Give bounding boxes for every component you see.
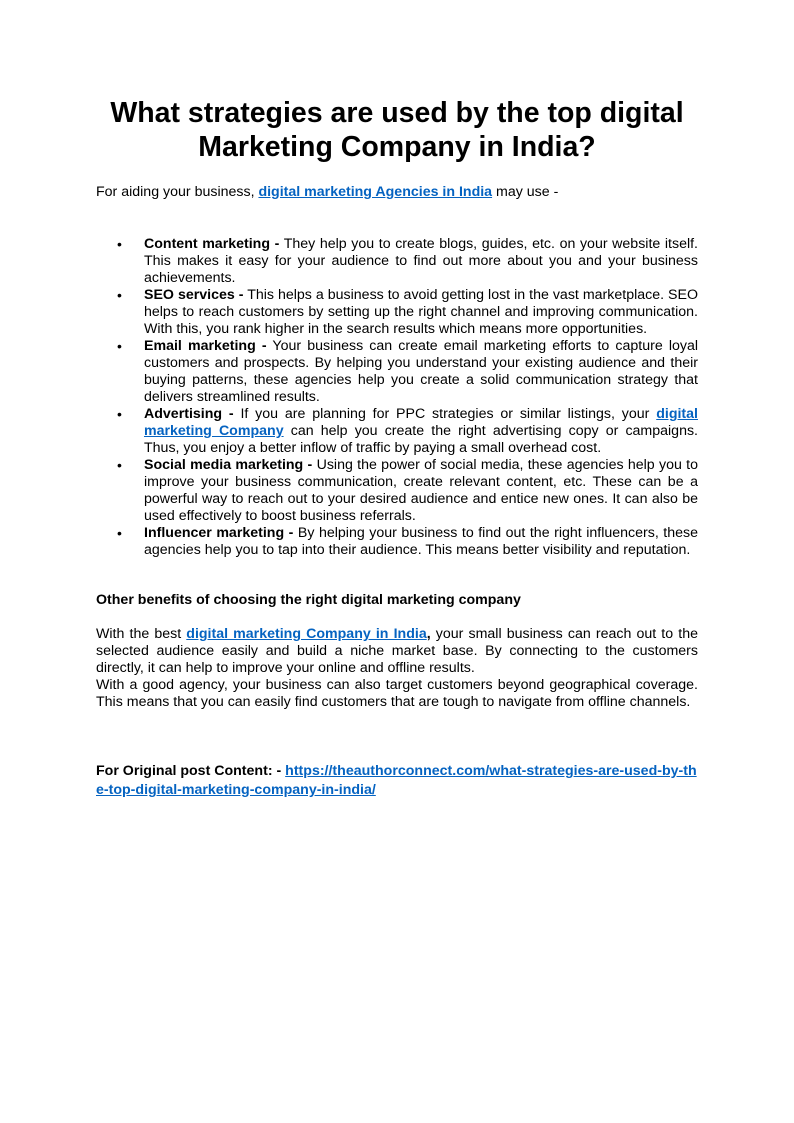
- item-lead: SEO services -: [144, 287, 244, 303]
- item-text: Using the power of social media, these agencies help you to improve your business communication, create relevant content, etc. These can be a powerful way to reach out to your desired audience and entice new ones. It can also be used effectively to boost business referrals.: [144, 457, 699, 524]
- title-line-2: Marketing Company in India?: [198, 131, 596, 163]
- source-url-link[interactable]: https://theauthorconnect.com/what-strategies-are-used-by-the-top-digital-marketing-company-in-india/: [96, 763, 697, 798]
- bullet-icon: •: [117, 338, 122, 354]
- document-page: [96, 96, 699, 798]
- list-item-content-marketing: [96, 236, 698, 287]
- bullet-icon: •: [117, 525, 122, 541]
- bullet-icon: •: [117, 287, 122, 303]
- intro-after: may use -: [492, 184, 559, 200]
- list-item-seo-services: [96, 287, 698, 338]
- list-item-social-media-marketing: [96, 457, 698, 525]
- item-lead: Influencer marketing -: [144, 525, 294, 541]
- list-item-email-marketing: [96, 338, 698, 406]
- para1-after: your small business can reach out to the selected audience easily and build a niche market base. By connecting to the customers directly, it can help to improve your online and offline results.: [96, 626, 698, 676]
- strategy-list: [96, 236, 698, 559]
- source-label: For Original post Content: -: [96, 763, 286, 779]
- bullet-icon: •: [117, 406, 122, 422]
- intro-paragraph: [96, 184, 698, 201]
- bullet-icon: •: [117, 457, 122, 473]
- item-lead: Advertising -: [144, 406, 234, 422]
- agencies-link[interactable]: digital marketing Agencies in India: [258, 184, 493, 200]
- item-text: This helps a business to avoid getting lost in the vast marketplace. SEO helps to reach customers by setting up the right channel and improving communication. With this, you rank higher in the search results which means more opportunities.: [144, 287, 699, 337]
- benefits-paragraph-1: [96, 626, 698, 677]
- para1-comma: ,: [426, 626, 431, 642]
- title-line-1: What strategies are used by the top digital: [110, 97, 684, 129]
- intro-before: For aiding your business,: [96, 184, 259, 200]
- company-in-india-link[interactable]: digital marketing Company in India: [186, 626, 427, 642]
- item-lead: Social media marketing -: [144, 457, 313, 473]
- item-text: Your business can create email marketing efforts to capture loyal customers and prospects. By helping you understand your existing audience and their buying patterns, these agencies help you create a solid communication strategy that delivers streamlined results.: [144, 338, 698, 405]
- item-lead: Content marketing -: [144, 236, 280, 252]
- section-heading: Other benefits of choosing the right digital marketing company: [96, 592, 521, 608]
- item-text-after: can help you create the right advertising copy or campaigns. Thus, you enjoy a better inflow of traffic by paying a small overhead cost.: [144, 423, 698, 456]
- list-item-advertising: [96, 406, 698, 457]
- item-text-before: If you are planning for PPC strategies or similar listings, your: [233, 406, 657, 422]
- page-title: [96, 96, 698, 164]
- para1-before: With the best: [96, 626, 187, 642]
- item-lead: Email marketing -: [144, 338, 267, 354]
- bullet-icon: •: [117, 236, 122, 252]
- item-text: By helping your business to find out the right influencers, these agencies help you to tap into their audience. This means better visibility and reputation.: [144, 525, 698, 558]
- digital-marketing-company-link[interactable]: digital marketing Company: [144, 406, 698, 439]
- benefits-paragraph-2: With a good agency, your business can also target customers beyond geographical coverage. This means that you can easily find customers that are tough to navigate from offline channels.: [96, 677, 698, 710]
- item-text: They help you to create blogs, guides, etc. on your website itself. This makes it easy for your audience to find out more about you and your business achievements.: [144, 236, 698, 286]
- source-line: [96, 762, 698, 800]
- list-item-influencer-marketing: [96, 525, 698, 559]
